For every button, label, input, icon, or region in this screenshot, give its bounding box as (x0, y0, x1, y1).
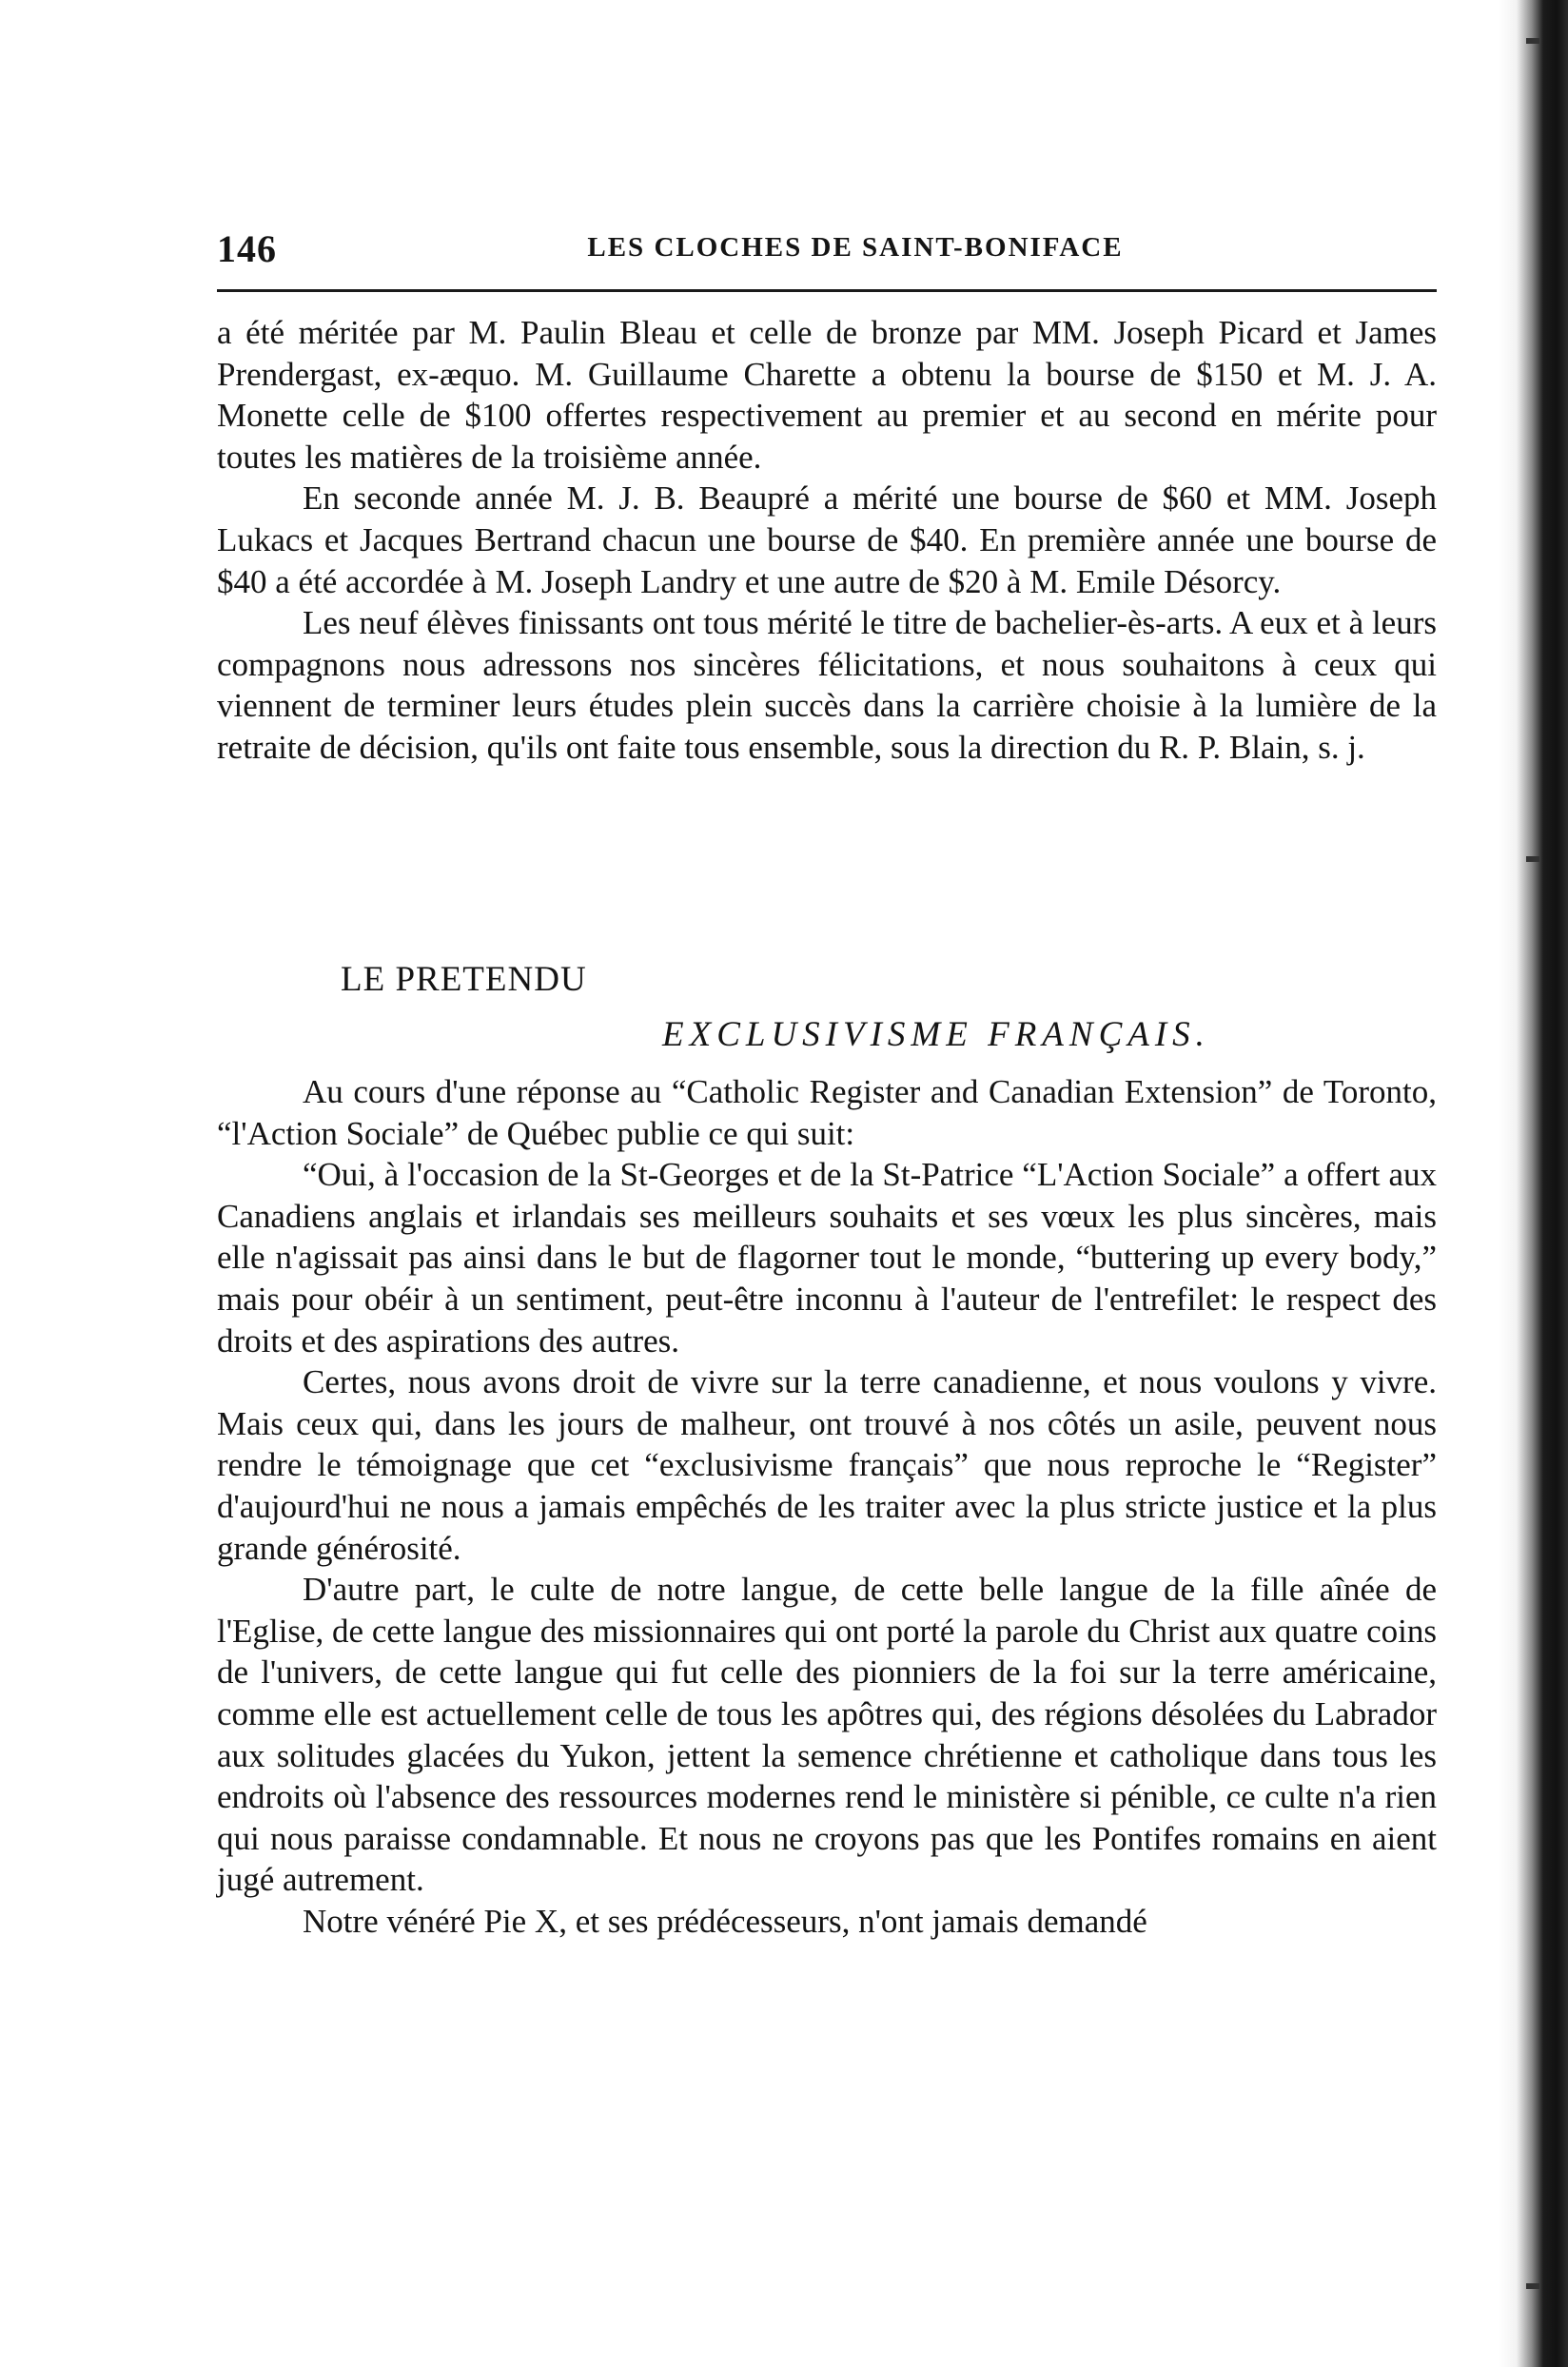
paragraph: Certes, nous avons droit de vivre sur la terre canadienne, et nous voulons y vivre. Mais ceux qui, dans les jours de malheur, ont trouvé à nos côtés un asile, peuvent nous rendre le témoignage que cet “exclusivisme français” que nous reproche le “Register” d'aujourd'hui ne nous a jamais empêchés de les traiter avec la plus stricte justice et la plus grande générosité. (217, 1363, 1437, 1567)
section-heading: LE PRETENDU (341, 960, 587, 999)
section-subheading: EXCLUSIVISME FRANÇAIS. (662, 1015, 1210, 1054)
paragraph: “Oui, à l'occasion de la St-Georges et de la St-Patrice “L'Action Sociale” a offert aux Canadiens anglais et irlandais ses meilleurs souhaits et ses vœux les plus sincères, mais elle n'agissait pas ainsi dans le but de flagorner tout le monde, “buttering up every body,” mais pour obéir à un sentiment, peut-être inconnu à l'auteur de l'entrefilet: le respect des droits et des aspirations des autres. (217, 1156, 1437, 1360)
paragraph: a été méritée par M. Paulin Bleau et celle de bronze par MM. Joseph Picard et James Prendergast, ex-æquo. M. Guillaume Charette a obtenu la bourse de $150 et M. J. A. Monette celle de $100 offertes respectivement au premier et au second en mérite pour toutes les matières de la troisième année. (217, 314, 1437, 476)
running-title: LES CLOCHES DE SAINT-BONIFACE (587, 232, 1124, 263)
header-rule (217, 289, 1437, 292)
page-binding-edge (1499, 0, 1568, 2367)
binding-speck (1526, 38, 1539, 44)
body-text-bottom (217, 1071, 1437, 1942)
paragraph: Au cours d'une réponse au “Catholic Register and Canadian Extension” de Toronto, “l'Action Sociale” de Québec publie ce qui suit: (217, 1073, 1437, 1152)
paragraph: En seconde année M. J. B. Beaupré a mérité une bourse de $60 et MM. Joseph Lukacs et Jacques Bertrand chacun une bourse de $40. En première année une bourse de $40 a été accordée à M. Joseph Landry et une autre de $20 à M. Emile Désorcy. (217, 479, 1437, 600)
binding-speck (1526, 856, 1539, 862)
page-number: 146 (217, 227, 277, 270)
binding-speck (1526, 2283, 1539, 2289)
running-head (217, 226, 1437, 284)
body-text-top (217, 312, 1437, 769)
paragraph: D'autre part, le culte de notre langue, de cette belle langue de la fille aînée de l'Eglise, de cette langue des missionnaires qui ont porté la parole du Christ aux quatre coins de l'univers, de cette langue qui fut celle des pionniers de la foi sur la terre américaine, comme elle est actuellement celle de tous les apôtres qui, des régions désolées du Labrador aux solitudes glacées du Yukon, jettent la semence chrétienne et catholique dans tous les endroits où l'absence des ressources modernes rend le ministère si pénible, ce culte n'a rien qui nous paraisse condamnable. Et nous ne croyons pas que les Pontifes romains en aient jugé autrement. (217, 1571, 1437, 1899)
paragraph: Notre vénéré Pie X, et ses prédécesseurs, n'ont jamais demandé (303, 1902, 1147, 1940)
paragraph: Les neuf élèves finissants ont tous mérité le titre de bachelier-ès-arts. A eux et à leurs compagnons nous adressons nos sincères félicitations, et nous souhaitons à ceux qui viennent de terminer leurs études plein succès dans la carrière choisie à la lumière de la retraite de décision, qu'ils ont faite tous ensemble, sous la direction du R. P. Blain, s. j. (217, 604, 1437, 766)
